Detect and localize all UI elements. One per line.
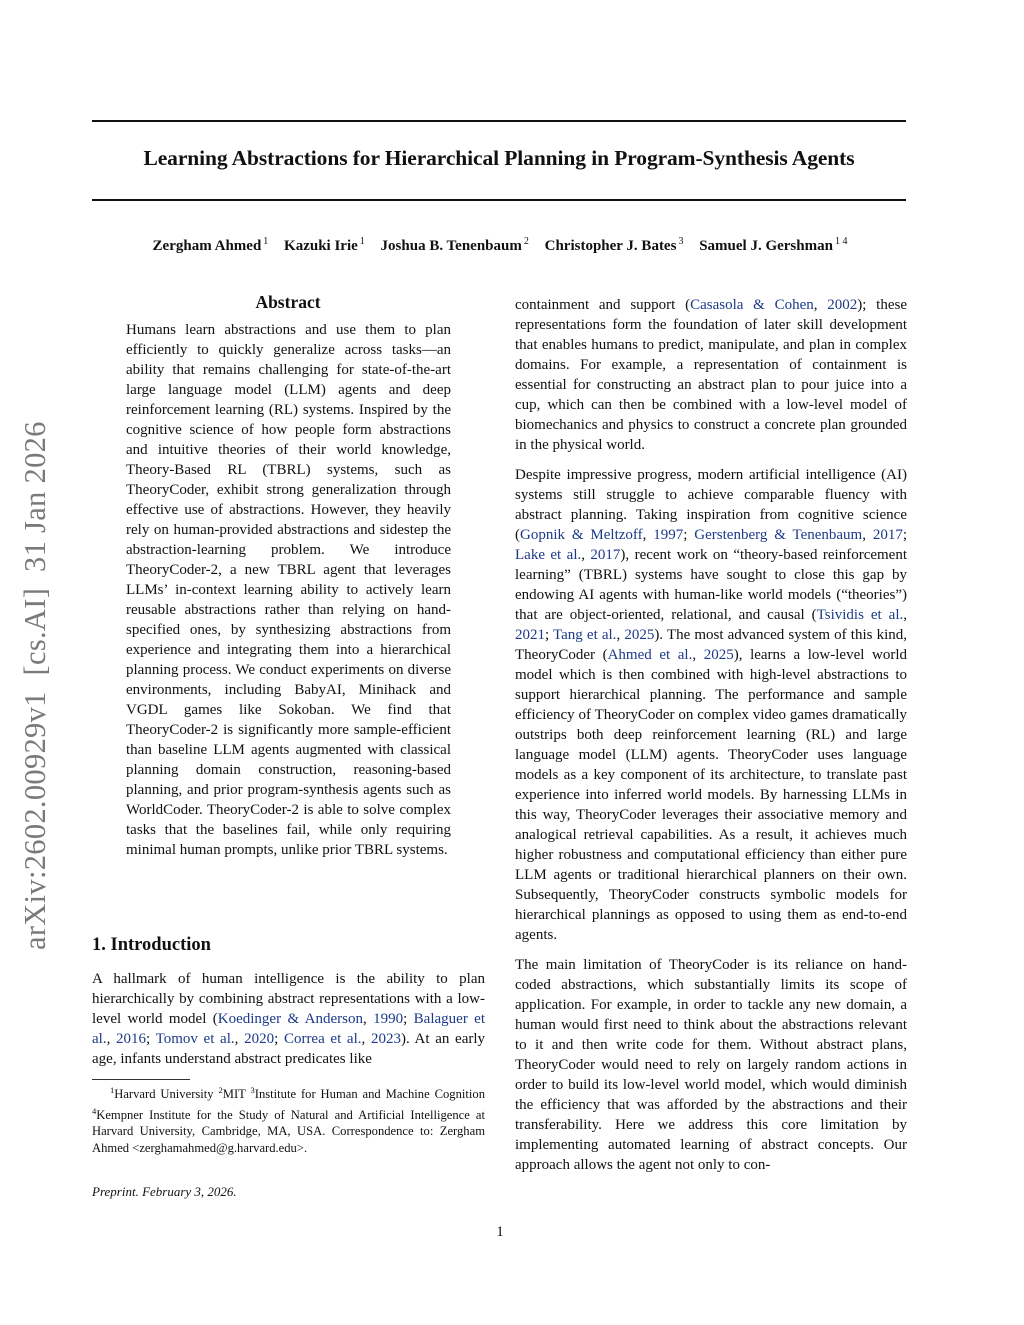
citation-link[interactable]: Tomov et al. <box>155 1031 235 1047</box>
right-column <box>515 295 907 1185</box>
author-list <box>60 236 940 255</box>
affiliation-footnote: $^1$Harvard University $^2$MIT $^3$Institute for Human and Machine Cognition $^4$Kempner Institute for the Study of Natural and Artificial Intelligence at Harvard University, Cambridge, MA, USA. Correspondence to: Zergham Ahmed <zerghamahmed@g.harvard.edu>. <box>92 1085 485 1155</box>
citation-link[interactable]: 2017 <box>872 527 903 543</box>
body-paragraph: The main limitation of TheoryCoder is its reliance on hand-coded abstractions, which substantially limits its scope of application. For example, in order to tackle any new domain, a human would first need to think about the abstractions relevant to it and then write code for them. Without abstract plans, TheoryCoder would need to rely on largely random actions in order to build its low-level world model, which would diminish the efficiency that was afforded by the abstractions and their transferability. Here we address this core limitation by implementing automated learning of abstract concepts. Our approach allows the agent not only to con- <box>515 957 907 1173</box>
citation-link[interactable]: Tsividis et al. <box>816 607 904 623</box>
citation-link[interactable]: Gerstenberg & Tenenbaum <box>694 527 863 543</box>
title-bottom-rule <box>92 199 906 201</box>
citation-link[interactable]: 2016 <box>116 1031 147 1047</box>
citation-link[interactable]: Tang et al. <box>553 627 617 643</box>
citation-link[interactable]: Gopnik & Meltzoff <box>520 527 643 543</box>
body-paragraph: containment and support (Casasola & Cohen, 2002); these representations form the foundation of later skill development that enables humans to predict, manipulate, and plan in complex domains. For example, a representation of containment is essential for constructing an abstract plan to pour juice into a cup, which can then be combined with a low-level model of biomechanics and physics to construct a concrete plan grounded in the physical world. <box>515 297 908 453</box>
citation-link[interactable]: Ahmed et al. <box>607 647 693 663</box>
author: Joshua B. Tenenbaum $^2$ <box>380 236 529 254</box>
body-paragraph: Despite impressive progress, modern artificial intelligence (AI) systems still struggle to achieve comparable fluency with abstract planning. Taking inspiration from cognitive science (Gopnik & Meltzoff, 1997; Gerstenberg & Tenenbaum, 2017; Lake et al., 2017), recent work on “theory-based reinforcement learning” (TBRL) systems have sought to close this gap by endowing AI agents with human-like world models (“theories”) that are object-oriented, relational, and causal (Tsividis et al., 2021; Tang et al., 2025). The most advanced system of this kind, TheoryCoder (Ahmed et al., 2025), learns a low-level world model which is then combined with high-level abstractions to support hierarchical planning. The performance and sample efficiency of TheoryCoder on complex video games dramatically outstrips both deep reinforcement learning (RL) and large language model (LLM) agents. TheoryCoder uses language models as a key component of its architecture, to translate past experience into inferred world models. By harnessing LLMs in this way, TheoryCoder leverages their associative memory and analogical retrieval capabilities. As a result, it achieves much higher robustness and computational efficiency than either pure LLM agents or traditional hierarchical planners on their own. Subsequently, TheoryCoder constructs symbolic models for hierarchical plannings as opposed to using them as end-to-end agents. <box>515 467 908 943</box>
citation-link[interactable]: 2020 <box>244 1031 275 1047</box>
footnote-rule <box>92 1079 190 1080</box>
arxiv-identifier: arXiv:2602.00929v1 [cs.AI] 31 Jan 2026 <box>18 421 52 950</box>
abstract-text: Humans learn abstractions and use them to plan efficiently to quickly generalize across tasks—an ability that remains challenging for state-of-the-art large language model (LLM) agents and deep reinforcement learning (RL) systems. Inspired by the cognitive science of how people form abstractions and intuitive theories of their world knowledge, Theory-Based RL (TBRL) systems, such as TheoryCoder, exhibit strong generalization through effective use of abstractions. However, they heavily rely on human-provided abstractions and sidestep the abstraction-learning problem. We introduce TheoryCoder-2, a new TBRL agent that leverages LLMs’ in-context learning ability to actively learn reusable abstractions rather than relying on hand-specified ones, by synthesizing abstractions from experience and integrating them into a hierarchical planning process. We conduct experiments on diverse environments, including BabyAI, Minihack and VGDL games like Sokoban. We find that TheoryCoder-2 is significantly more sample-efficient than baseline LLM agents augmented with classical planning domain construction, reasoning-based planning, and prior program-synthesis agents such as WorldCoder. TheoryCoder-2 is able to solve complex tasks that the baselines fail, while only requiring minimal human prompts, unlike prior TBRL systems. <box>126 322 451 858</box>
intro-paragraph: A hallmark of human intelligence is the ability to plan hierarchically by combining abstract representations with a low-level world model (Koedinger & Anderson, 1990; Balaguer et al., 2016; Tomov et al., 2020; Correa et al., 2023). At an early age, infants understand abstract predicates like <box>92 971 486 1067</box>
author: Samuel J. Gershman $^{1 4}$ <box>699 236 848 254</box>
citation-link[interactable]: 2025 <box>624 627 655 643</box>
citation-link[interactable]: 2002 <box>827 297 858 313</box>
citation-link[interactable]: Koedinger & Anderson <box>217 1011 363 1027</box>
section-heading-introduction: 1. Introduction <box>92 935 211 955</box>
citation-link[interactable]: Casasola & Cohen <box>690 297 814 313</box>
author: Christopher J. Bates $^3$ <box>544 236 684 254</box>
citation-link[interactable]: Balaguer et al. <box>92 1011 486 1047</box>
preprint-note: Preprint. February 3, 2026. <box>92 1184 237 1199</box>
citation-link[interactable]: Lake et al. <box>515 547 582 563</box>
page-number: 1 <box>496 1224 504 1240</box>
abstract-heading: Abstract <box>255 292 321 312</box>
citation-link[interactable]: 1990 <box>373 1011 404 1027</box>
title-top-rule <box>92 120 906 122</box>
citation-link[interactable]: 2025 <box>703 647 734 663</box>
author: Zergham Ahmed $^1$ <box>152 236 269 254</box>
citation-link[interactable]: 2023 <box>370 1031 401 1047</box>
paper-title: Learning Abstractions for Hierarchical Planning in Program-Synthesis Agents <box>143 146 855 170</box>
citation-link[interactable]: 2021 <box>515 627 545 643</box>
author: Kazuki Irie $^1$ <box>284 236 365 254</box>
citation-link[interactable]: 1997 <box>653 527 684 543</box>
citation-link[interactable]: Correa et al. <box>283 1031 362 1047</box>
citation-link[interactable]: 2017 <box>590 547 621 563</box>
